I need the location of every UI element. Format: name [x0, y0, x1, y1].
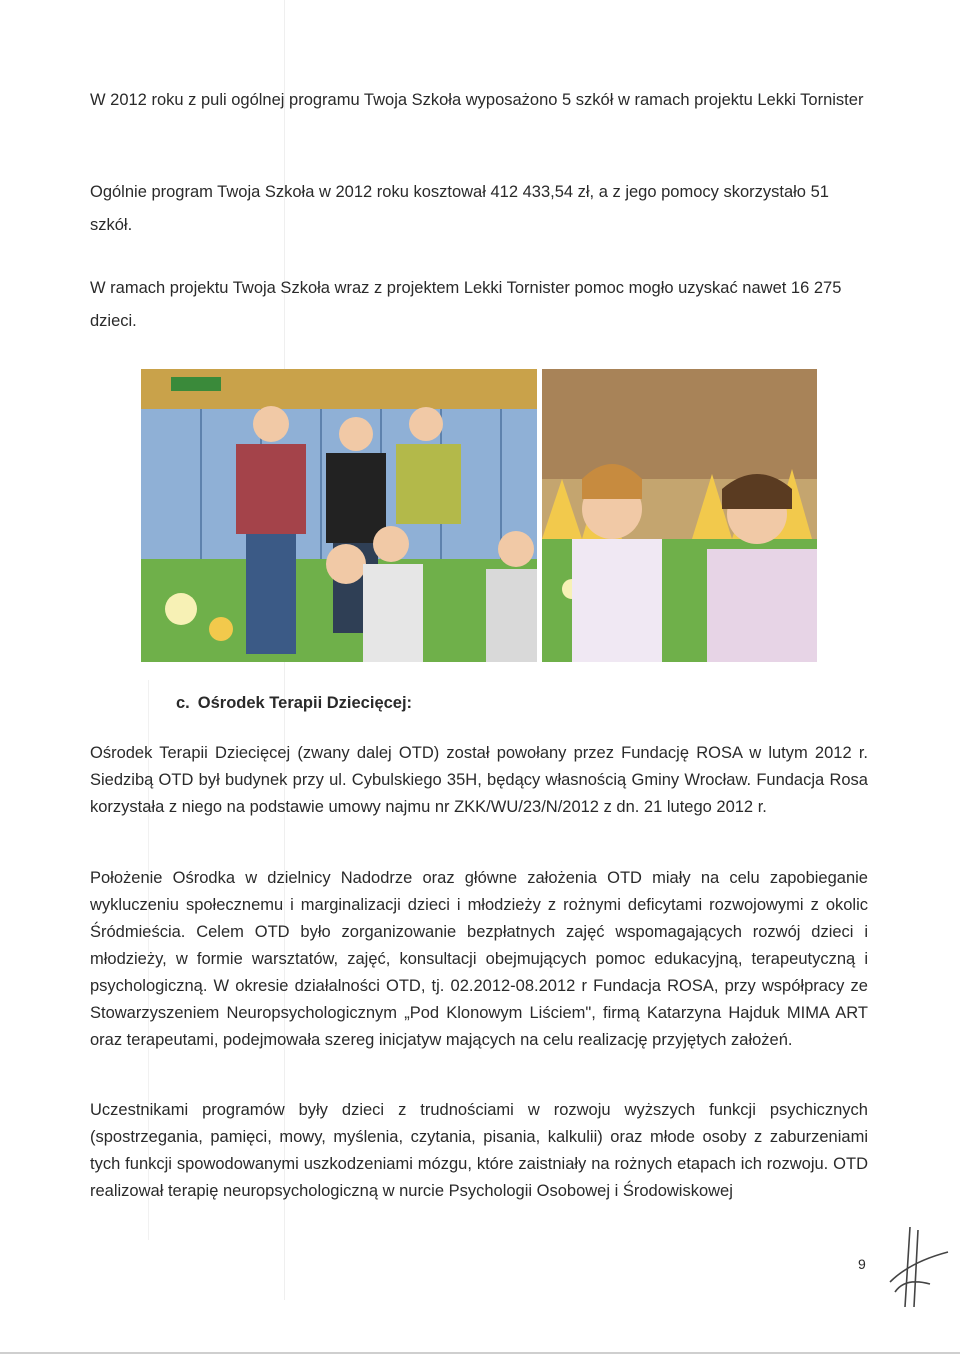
section-heading	[176, 694, 420, 713]
paragraph-2: Ogólnie program Twoja Szkoła w 2012 roku kosztował 412 433,54 zł, a z jego pomocy skorzystało 51 szkół.	[90, 183, 829, 234]
paragraph-1: W 2012 roku z puli ogólnej programu Twoja Szkoła wyposażono 5 szkół w ramach projektu Lekki Tornister	[90, 91, 864, 109]
photo-icon	[141, 369, 537, 662]
paragraph-4: Ośrodek Terapii Dziecięcej (zwany dalej OTD) został powołany przez Fundację ROSA w lutym 2012 r. Siedzibą OTD był budynek przy ul. Cybulskiego 35H, będący własnością Gminy Wrocław. Fundacja Rosa korzystała z niego na podstawie umowy najmu nr ZKK/WU/23/N/2012 z dn. 21 lutego 2012 r.	[90, 744, 868, 816]
paragraph-5: Położenie Ośrodka w dzielnicy Nadodrze oraz główne założenia OTD miały na celu zapobieganie wykluczeniu społecznemu i marginalizacji dzieci i młodzieży z rożnymi deficytami rozwojowymi z okolic Śródmieścia. Celem OTD było zorganizowanie bezpłatnych zajęć wspomagających rozwój dzieci i młodzieży, w formie warsztatów, zajęć, konsultacji obejmujących pomoc edukacyjną, terapeutyczną i psychologiczną. W okresie działalności OTD, tj. 02.2012-08.2012 r Fundacja ROSA, przy współpracy ze Stowarzyszeniem Neuropsychologicznym „Pod Klonowym Liściem", firmą Katarzyna Hajduk MIMA ART oraz terapeutami, podejmowała szereg inicjatyw mających na celu realizację przyjętych założeń.	[90, 869, 868, 1049]
page-number: 9	[858, 1256, 866, 1272]
section-title: Ośrodek Terapii Dziecięcej:	[197, 694, 413, 712]
photo-group-children	[141, 369, 537, 662]
photo-icon	[542, 369, 817, 662]
paragraph-3: W ramach projektu Twoja Szkoła wraz z projektem Lekki Tornister pomoc mogło uzyskać nawet 16 275 dzieci.	[90, 279, 842, 330]
page-edge	[0, 1352, 960, 1354]
photo-two-girls	[542, 369, 817, 662]
signature-icon	[870, 1222, 950, 1312]
section-letter: c.	[176, 694, 190, 712]
paragraph-6: Uczestnikami programów były dzieci z trudnościami w rozwoju wyższych funkcji psychicznych (spostrzegania, pamięci, mowy, myślenia, czytania, pisania, kalkulii) oraz młode osoby z zaburzeniami tych funkcji spowodowanymi uszkodzeniami mózgu, które zaistniały na rożnych etapach ich rozwoju. OTD realizował terapię neuropsychologiczną w nurcie Psychologii Osobowej i Środowiskowej	[90, 1101, 868, 1200]
